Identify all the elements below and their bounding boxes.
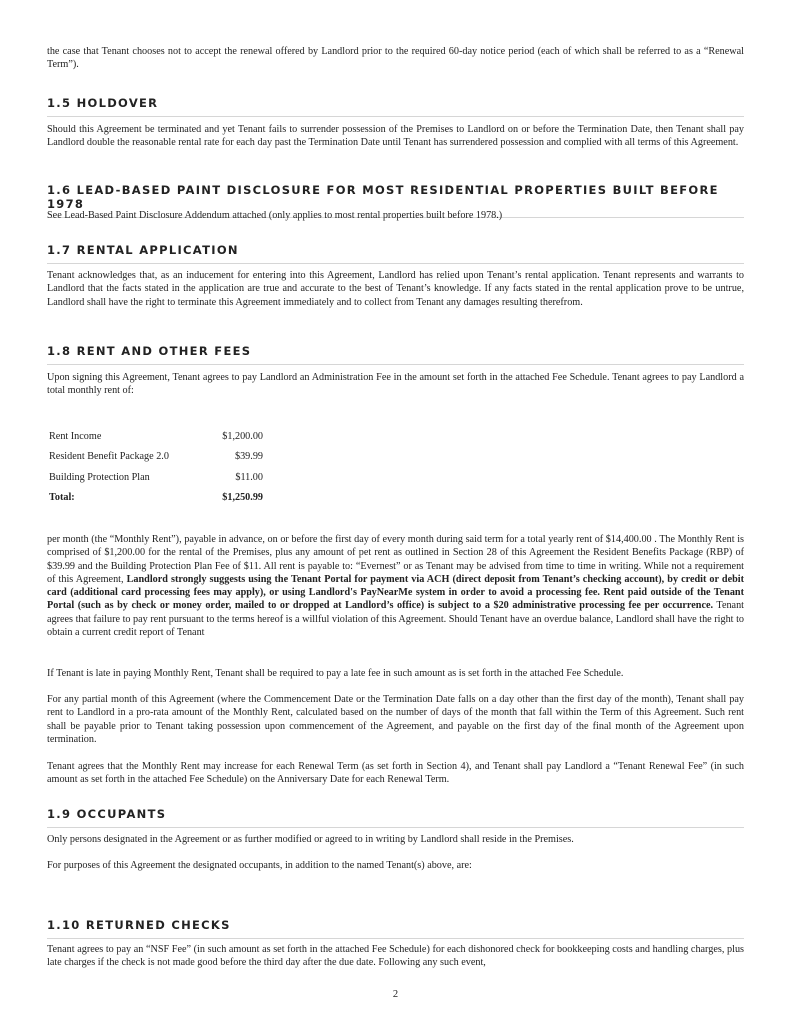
partial-month-paragraph: For any partial month of this Agreement (where the Commencement Date or the Termination Date falls on a day other than the first day of the month), Tenant shall pay rent to Landlord in a pro-rata amount of the Monthly Rent, calculated based on the number of days of the month that fall within the Term of this Agreement. Such rent shall be payable prior to Tenant taking possession upon commencement of the Agreement, and payable on the first day of the final month of the Agreement upon termination.: [47, 694, 744, 745]
fee-amount: $11.00: [235, 471, 263, 483]
renewal-term-continuation: the case that Tenant chooses not to accept the renewal offered by Landlord prior to the required 60-day notice period (each of which shall be referred to as a “Renewal Term”).: [47, 46, 744, 71]
willful-violation-text: Tenant agrees that failure to pay rent pursuant to the terms hereof is a willful violation of this Agreement. Should Tenant have an overdue balance, Landlord shall have the right to obtain a current credit report of Tenant: [47, 600, 745, 639]
occupants-paragraph: Only persons designated in the Agreement or as further modified or agreed to in writing by Landlord shall reside in the Premises.: [47, 834, 574, 845]
fee-amount: $39.99: [234, 451, 263, 463]
late-fee-paragraph: If Tenant is late in paying Monthly Rent, Tenant shall be required to pay a late fee in such amount as is set forth in the attached Fee Schedule.: [47, 668, 624, 679]
fee-row: [49, 426, 263, 447]
fee-label: Rent Income: [49, 430, 102, 442]
monthly-rent-text: per month (the “Monthly Rent”), payable in advance, on or before the first day of every month during said term for a total yearly rent of $14,400.00 . The Monthly Rent is comprised of $1,200.00 for the rental of the Premises, plus any amount of pet rent as outlined in Section 28 of this Agreement the Resident Benefits Package (RBP) of $39.99 and the Building Protection Plan Fee of $11. All rent is payable to: “Evernest” or as Tenant may be advised from time to time in writing. While not a requirement of this Agreement,: [47, 534, 744, 585]
section-heading-occupants: 1.9 OCCUPANTS: [47, 807, 744, 828]
monthly-fee-table: [49, 426, 263, 508]
fee-amount: $1,200.00: [222, 430, 263, 442]
renewal-rent-paragraph: Tenant agrees that the Monthly Rent may increase for each Renewal Term (as set forth in Section 4), and Tenant shall pay Landlord a “Tenant Renewal Fee” (in such amount as set forth in the attached Fee Schedule) on the Anniversary Date for each Renewal Term.: [47, 761, 744, 786]
section-heading-lead-paint: 1.6 LEAD-BASED PAINT DISCLOSURE FOR MOST RESIDENTIAL PROPERTIES BUILT BEFORE 1978: [47, 183, 744, 218]
monthly-rent-paragraph: [47, 533, 744, 639]
designated-occupants-paragraph: For purposes of this Agreement the designated occupants, in addition to the named Tenant(s) above, are:: [47, 860, 472, 871]
section-heading-holdover: 1.5 HOLDOVER: [47, 96, 744, 117]
returned-checks-paragraph: Tenant agrees to pay an “NSF Fee” (in such amount as set forth in the attached Fee Schedule) for each dishonored check for bookkeeping costs and handling charges, plus late charges if the check is not made good before the third day after the due date. Following any such event,: [47, 944, 744, 969]
fee-label: Resident Benefit Package 2.0: [49, 451, 169, 463]
payment-method-notice: Landlord strongly suggests using the Tenant Portal for payment via ACH (direct deposit from Tenant’s checking account), by credit or debit card (additional card processing fees may apply), or using Landlord's PayNearMe system in order to avoid a processing fee. Rent paid outside of the Tenant Portal (such as by check or money order, mailed to or dropped at Landlord’s office) is subject to a $20 administrative processing fee per occurrence.: [47, 573, 744, 612]
page-number: 2: [392, 989, 399, 1000]
rent-fees-intro: Upon signing this Agreement, Tenant agrees to pay Landlord an Administration Fee in the amount set forth in the attached Fee Schedule. Tenant agrees to pay Landlord a total monthly rent of:: [47, 372, 744, 397]
rental-application-paragraph: Tenant acknowledges that, as an inducement for entering into this Agreement, Landlord has relied upon Tenant’s rental application. Tenant represents and warrants to Landlord that the facts stated in the application are true and accurate to the best of Tenant’s knowledge. If any facts stated in the rental application prove to be untrue, Landlord shall have the right to terminate this Agreement immediately and to collect from Tenant any damages resulting therefrom.: [47, 270, 744, 308]
holdover-paragraph: Should this Agreement be terminated and yet Tenant fails to surrender possession of the Premises to Landlord on or before the Termination Date, then Tenant shall pay Landlord double the reasonable rental rate for each day past the Termination Date until Tenant has surrendered possession and complied with all terms of this Agreement.: [47, 124, 744, 149]
section-heading-returned-checks: 1.10 RETURNED CHECKS: [47, 918, 744, 939]
fee-row: [49, 447, 263, 468]
fee-row: [49, 467, 263, 488]
section-heading-rental-application: 1.7 RENTAL APPLICATION: [47, 243, 744, 264]
fee-label: Building Protection Plan: [49, 471, 150, 483]
fee-total-label: Total:: [49, 492, 75, 504]
fee-total-amount: $1,250.99: [222, 492, 263, 504]
lead-paint-paragraph: See Lead-Based Paint Disclosure Addendum attached (only applies to most rental properties built before 1978.): [47, 210, 503, 221]
fee-total-row: [49, 488, 263, 509]
section-heading-rent-fees: 1.8 RENT AND OTHER FEES: [47, 344, 744, 365]
